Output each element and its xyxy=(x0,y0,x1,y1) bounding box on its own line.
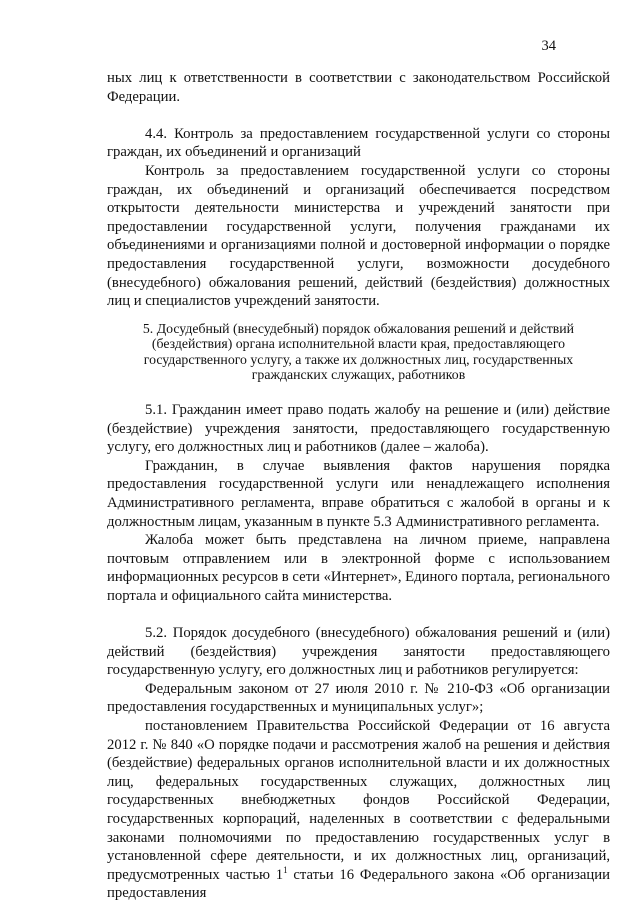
paragraph-control: Контроль за предоставлением государственной услуги со стороны граждан, их объединений и организаций обеспечивается посредством открытости деятельности министерства и учреждений занятости при предоставлении государственной услуги, получения гражданами их объединениями и организациями полной и достоверной информации о порядке предоставления государственной услуги, возможности досудебного (внесудебного) обжалования решений, действий (бездействия) должностных лиц и специалистов учреждений занятости. xyxy=(107,162,610,310)
spacer xyxy=(107,106,610,125)
paragraph-continuation: ных лиц к ответственности в соответствии с законодательством Российской Федерации. xyxy=(107,70,610,105)
paragraph-violation: Гражданин, в случае выявления фактов нарушения порядка предоставления государственной услуги или ненадлежащего исполнения Административного регламента, вправе обратиться с жалобой в органы и к должностным лицам, указанным в пункте 5.3 Административного регламента. xyxy=(107,457,610,530)
paragraph-5-2: 5.2. Порядок досудебного (внесудебного) обжалования решений и (или) действий (бездействия) учреждения занятости предоставляющего государственную услугу, его должностных лиц и работников регулируется: xyxy=(107,625,610,679)
paragraph-complaint-form: Жалоба может быть представлена на личном приеме, направлена почтовым отправлением или в электронной форме с использованием информационных ресурсов в сети «Интернет», Единого портала, регионального портала и официального сайта министерства. xyxy=(107,532,610,604)
superscript: 1 xyxy=(283,864,288,875)
section-title-5: 5. Досудебный (внесудебный) порядок обжалования решений и действий (бездействия) органа исполнительной власти края, предоставляющего государственного услугу, а также их должностных лиц, государственных гражданских служащих, работников xyxy=(142,320,575,382)
paragraph-government-decree xyxy=(107,717,610,903)
paragraph-5-1: 5.1. Гражданин имеет право подать жалобу на решение и (или) действие (бездействие) учреждения занятости, предоставляющего государственную услугу, его должностных лиц и работников (далее – жалоба). xyxy=(107,401,610,456)
subsection-heading-4-4: 4.4. Контроль за предоставлением государственной услуги со стороны граждан, их объединений и организаций xyxy=(107,125,610,161)
paragraph-federal-law: Федеральным законом от 27 июля 2010 г. № 210-ФЗ «Об организации предоставления государственных и муниципальных услуг»; xyxy=(107,680,610,716)
spacer xyxy=(107,605,610,624)
decree-text: постановлением Правительства Российской Федерации от 16 августа 2012 г. № 840 «О порядке подачи и рассмотрения жалоб на решения и действия (бездействие) федеральных органов исполнительной власти и их должностных лиц, федеральных государственных служащих, должностных лиц государственных внебюджетных фондов Российской Федерации, государственных корпораций, наделенных в соответствии с федеральными законами полномочиями по предоставлению государственных услуг в установленной сфере деятельности, и их должностных лиц, организаций, предусмотренных частью 1 xyxy=(107,718,610,883)
document-body xyxy=(107,69,610,903)
decree-text-end: статьи 16 Федерального закона «Об организации предоставления xyxy=(107,866,611,902)
spacer xyxy=(107,382,610,401)
page-number: 34 xyxy=(541,38,556,54)
spacer xyxy=(107,311,610,321)
